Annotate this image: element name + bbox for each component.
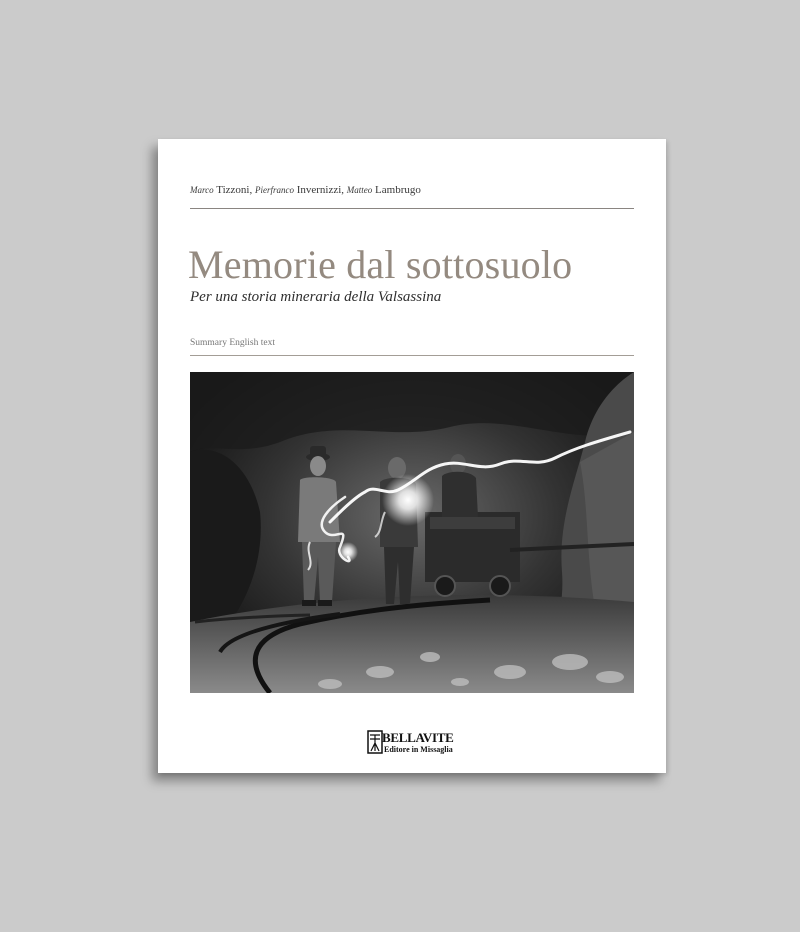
author-last-name: Tizzoni (216, 184, 250, 196)
author-last-name: Invernizzi (296, 184, 342, 196)
author-first-name: Matteo (346, 185, 373, 195)
author-separator: , (249, 184, 253, 196)
author-list (190, 184, 421, 196)
mine-tunnel-photo (190, 372, 634, 693)
author-first-name: Marco (190, 185, 214, 195)
publisher-emblem-icon (367, 729, 383, 755)
book-subtitle: Per una storia mineraria della Valsassina (190, 289, 442, 305)
top-divider (190, 208, 634, 209)
bottom-divider (190, 355, 634, 356)
publisher-tagline: Editore in Missaglia (384, 745, 453, 754)
author-first-name: Pierfranco (254, 185, 294, 195)
summary-note: Summary English text (190, 338, 275, 348)
publisher-name: BELLAVITE (382, 730, 454, 745)
book-title: Memorie dal sottosuolo (188, 242, 573, 287)
author-last-name: Lambrugo (375, 184, 421, 196)
author-separator: , (341, 184, 345, 196)
book-cover (158, 139, 666, 773)
publisher-logo (367, 729, 459, 759)
